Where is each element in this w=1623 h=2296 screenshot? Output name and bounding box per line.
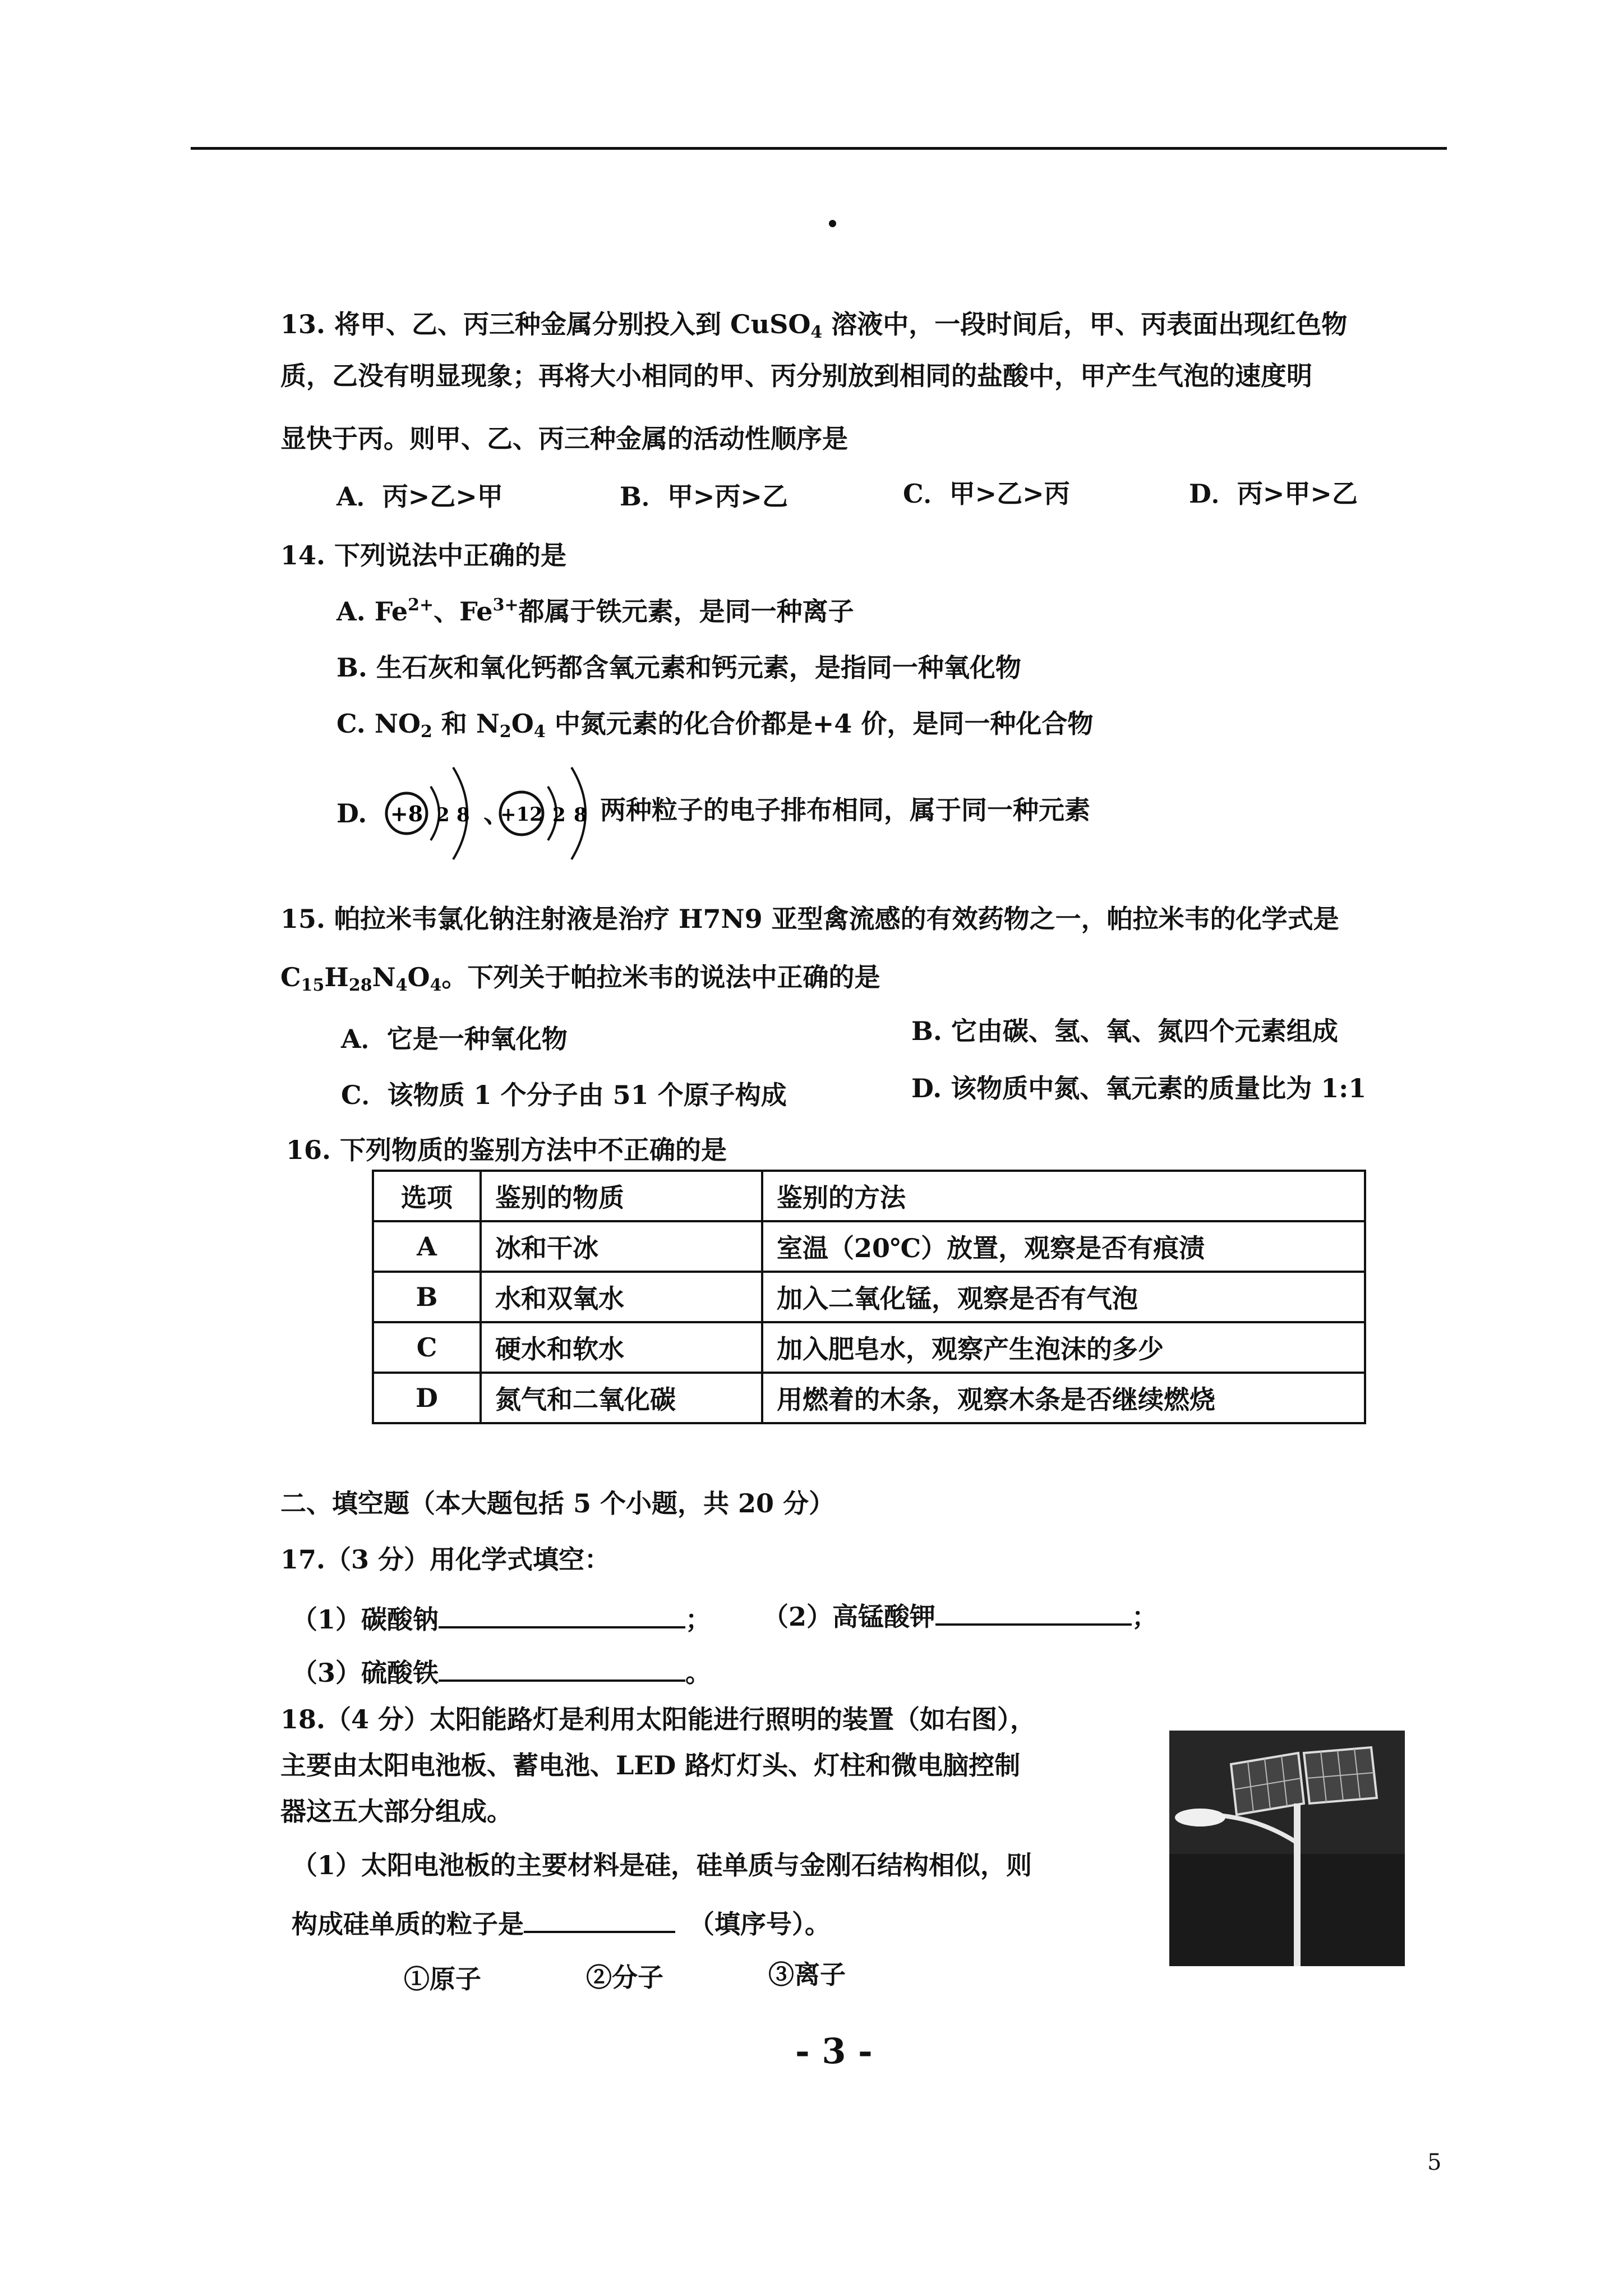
q15-option-b: B. 它由碳、氢、氧、氮四个元素组成 <box>911 1016 1338 1046</box>
q14-a-sup1: 2+ <box>408 595 434 615</box>
q15-line2-tail: 。下列关于帕拉米韦的说法中正确的是 <box>441 962 880 992</box>
table-row <box>373 1221 1365 1272</box>
solar-street-light-illustration <box>1169 1731 1405 1966</box>
formula-n-count: 4 <box>395 976 408 995</box>
answer-blank[interactable] <box>935 1599 1132 1626</box>
table-header-row <box>373 1171 1365 1221</box>
q14-c-pre: C. NO <box>336 708 421 739</box>
q18-line3: 器这五大部分组成。 <box>280 1796 513 1826</box>
q17-part3-end: 。 <box>685 1658 712 1688</box>
formula-c-count: 15 <box>301 976 325 995</box>
q14-c-mid1: 和 N <box>432 708 500 739</box>
table-row <box>373 1272 1365 1322</box>
q13-line1-tail: 溶液中，一段时间后，甲、丙表面出现红色物 <box>822 309 1348 339</box>
q14-stem: 14. 下列说法中正确的是 <box>280 540 567 570</box>
solar-street-light-image <box>1169 1731 1405 1966</box>
q14-c-mid2: O <box>511 708 534 739</box>
q18-sub2 <box>292 1906 831 1941</box>
q17-part2-label: （2）高锰酸钾 <box>763 1602 936 1632</box>
table-cell-option: B <box>373 1272 481 1322</box>
table-cell-method: 加入肥皂水，观察产生泡沫的多少 <box>762 1322 1365 1373</box>
table-cell-option: C <box>373 1322 481 1373</box>
answer-blank[interactable] <box>524 1906 675 1933</box>
q14-c-sub3: 4 <box>533 722 546 742</box>
q14-option-a <box>336 595 854 628</box>
q15-option-d: D. 该物质中氮、氧元素的质量比为 1:1 <box>911 1073 1367 1103</box>
q16-stem: 16. 下列物质的鉴别方法中不正确的是 <box>286 1135 727 1165</box>
q17-part1-end: ； <box>685 1604 712 1635</box>
q13-line3: 显快于丙。则甲、乙、丙三种金属的活动性顺序是 <box>280 424 848 454</box>
shell1-count: 2 <box>436 804 450 826</box>
q13-option-b: B．甲>丙>乙 <box>620 481 788 512</box>
choice-atom: ①原子 <box>404 1964 481 1994</box>
formula-c: C <box>280 962 301 992</box>
q18-sub2-post: （填序号）。 <box>689 1909 831 1939</box>
formula-h: H <box>324 962 349 992</box>
q17-part1 <box>292 1602 711 1636</box>
choice-ion: ③离子 <box>768 1959 846 1990</box>
shell2-count: 8 <box>457 804 470 826</box>
table-cell-substances: 氮气和二氧化碳 <box>481 1373 762 1423</box>
table-cell-substances: 硬水和软水 <box>481 1322 762 1373</box>
q14-c-post: 中氮元素的化合价都是+4 价，是同一种化合物 <box>545 708 1094 739</box>
q17-part3-label: （3）硫酸铁 <box>292 1658 439 1688</box>
q14-d-separator: 、 <box>483 798 509 829</box>
q13-option-a: A．丙>乙>甲 <box>336 481 503 512</box>
q17-part1-label: （1）碳酸钠 <box>292 1604 439 1635</box>
q15-line2 <box>280 960 880 994</box>
nucleus-charge: +12 <box>500 803 543 826</box>
q17-part2 <box>763 1599 1158 1634</box>
answer-blank[interactable] <box>439 1655 685 1682</box>
q14-c-sub1: 2 <box>420 722 432 742</box>
q18-sub1: （1）太阳电池板的主要材料是硅，硅单质与金刚石结构相似，则 <box>292 1850 1032 1880</box>
q13-option-c: C．甲>乙>丙 <box>903 478 1070 509</box>
q18-line2: 主要由太阳电池板、蓄电池、LED 路灯灯头、灯柱和微电脑控制 <box>280 1750 1021 1780</box>
table-header-method: 鉴别的方法 <box>762 1171 1365 1221</box>
q17-part2-end: ； <box>1132 1602 1158 1632</box>
q14-d-text: 两种粒子的电子排布相同，属于同一种元素 <box>600 795 1090 825</box>
q14-option-c <box>336 707 1093 740</box>
q14-option-b: B. 生石灰和氧化钙都含氧元素和钙元素，是指同一种氧化物 <box>336 652 1021 683</box>
shell2-count: 8 <box>574 804 587 826</box>
q17-stem: 17.（3 分）用化学式填空： <box>280 1544 611 1575</box>
section-heading: 二、填空题（本大题包括 5 个小题，共 20 分） <box>280 1488 835 1519</box>
q14-a-sup2: 3+ <box>492 595 519 615</box>
table-cell-method: 用燃着的木条，观察木条是否继续燃烧 <box>762 1373 1365 1423</box>
choice-molecule: ②分子 <box>586 1962 663 1993</box>
q14-a-mid: 、Fe <box>434 596 493 627</box>
answer-blank[interactable] <box>439 1602 685 1628</box>
lamp-head <box>1175 1809 1225 1826</box>
q17-part3 <box>292 1655 711 1690</box>
q15-line1: 15. 帕拉米韦氯化钠注射液是治疗 H7N9 亚型禽流感的有效药物之一，帕拉米韦的化学式是 <box>280 904 1339 934</box>
table-cell-option: D <box>373 1373 481 1423</box>
table-row <box>373 1322 1365 1373</box>
table-header-substances: 鉴别的物质 <box>481 1171 762 1221</box>
formula-o-count: 4 <box>430 976 442 995</box>
lamp-pole <box>1294 1803 1301 1966</box>
identification-table <box>372 1170 1366 1424</box>
nucleus-charge: +8 <box>390 801 423 826</box>
corner-page-number: 5 <box>1427 2150 1442 2175</box>
q14-a-pre: A. Fe <box>336 596 408 627</box>
q14-option-d-label: D. <box>336 798 367 829</box>
table-cell-method: 室温（20℃）放置，观察是否有痕渍 <box>762 1221 1365 1272</box>
q13-line2: 质，乙没有明显现象；再将大小相同的甲、丙分别放到相同的盐酸中，甲产生气泡的速度明 <box>280 361 1312 391</box>
q14-c-sub2: 2 <box>499 722 511 742</box>
table-cell-substances: 水和双氧水 <box>481 1272 762 1322</box>
q13-sub: 4 <box>810 323 823 342</box>
q18-sub2-pre: 构成硅单质的粒子是 <box>292 1909 524 1939</box>
q14-a-post: 都属于铁元素，是同一种离子 <box>518 596 854 627</box>
table-cell-option: A <box>373 1221 481 1272</box>
shell1-count: 2 <box>552 804 566 826</box>
formula-o: O <box>407 962 430 992</box>
table-row <box>373 1373 1365 1423</box>
formula-h-count: 28 <box>348 976 372 995</box>
header-rule <box>191 147 1447 150</box>
atom-structure-diagram-1 <box>381 752 482 875</box>
q13-option-d: D．丙>甲>乙 <box>1189 478 1358 509</box>
q15-option-c: C．该物质 1 个分子由 51 个原子构成 <box>341 1080 787 1110</box>
formula-n: N <box>372 962 396 992</box>
q15-option-a: A．它是一种氧化物 <box>341 1024 568 1054</box>
atom-structure-diagram-2 <box>496 752 603 875</box>
ink-dot <box>829 220 836 227</box>
q18-line1: 18.（4 分）太阳能路灯是利用太阳能进行照明的装置（如右图）， <box>280 1704 1036 1734</box>
table-cell-substances: 冰和干冰 <box>481 1221 762 1272</box>
table-header-option: 选项 <box>373 1171 481 1221</box>
page-number: - 3 - <box>795 2031 873 2072</box>
table-cell-method: 加入二氧化锰，观察是否有气泡 <box>762 1272 1365 1322</box>
q13-line1-text: 13. 将甲、乙、丙三种金属分别投入到 CuSO <box>280 309 811 339</box>
q13-line1 <box>280 307 1347 341</box>
